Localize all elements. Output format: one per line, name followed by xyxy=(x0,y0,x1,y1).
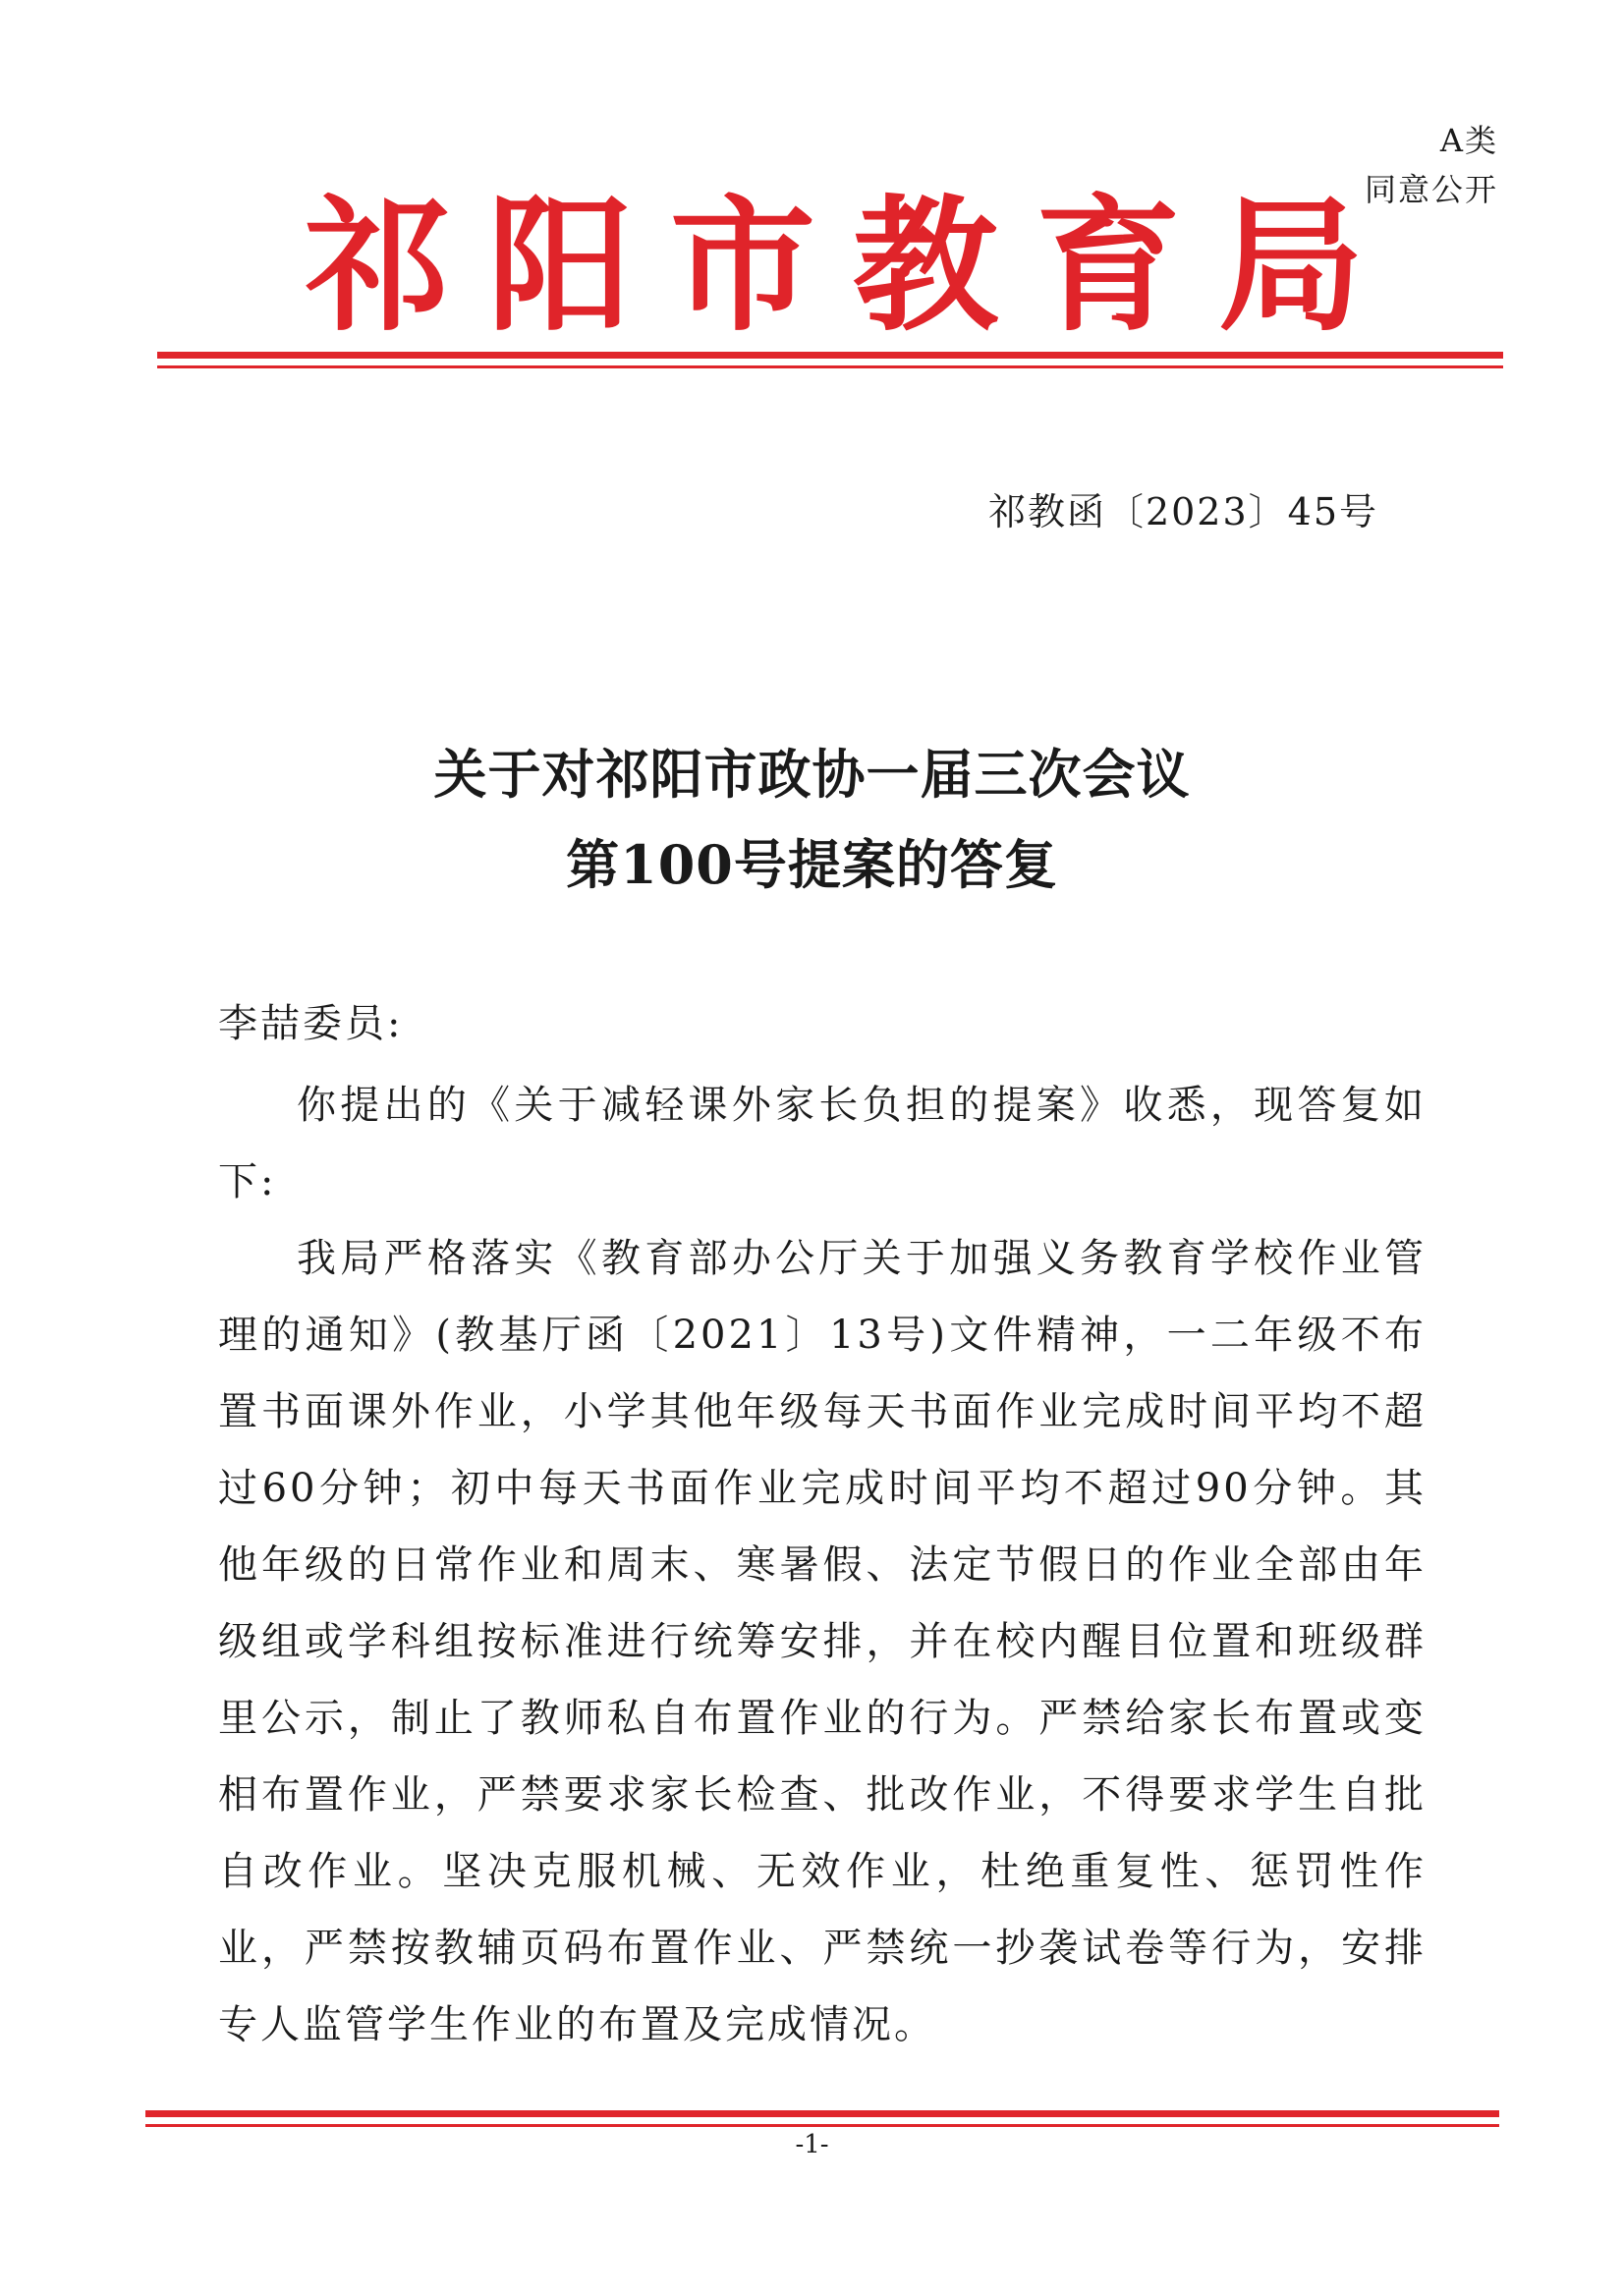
masthead-divider-thick xyxy=(157,352,1503,359)
document-title-line-2: 第100号提案的答复 xyxy=(566,833,1058,896)
document-title-line-1: 关于对祁阳市政协一届三次会议 xyxy=(433,743,1191,806)
body-paragraph: 我局严格落实《教育部办公厅关于加强义务教育学校作业管理的通知》(教基厅函〔2021〕13号)文件精神，一二年级不布置书面课外作业，小学其他年级每天书面作业完成时间平均不超过60分钟；初中每天书面作业完成时间平均不超过90分钟。其他年级的日常作业和周末、寒暑假、法定节假日的作业全部由年级组或学科组按标准进行统筹安排，并在校内醒目位置和班级群里公示，制止了教师私自布置作业的行为。严禁给家长布置或变相布置作业，严禁要求家长检查、批改作业，不得要求学生自批自改作业。坚决克服机械、无效作业，杜绝重复性、惩罚性作业，严禁按教辅页码布置作业、严禁统一抄袭试卷等行为，安排专人监管学生作业的布置及完成情况。 xyxy=(218,1236,1427,2047)
disclosure-label: 同意公开 xyxy=(1364,171,1498,208)
masthead-divider-thin xyxy=(157,365,1503,368)
footer-divider-thick xyxy=(145,2110,1499,2117)
issuer-masthead: 祁阳市教育局 xyxy=(305,180,1401,351)
category-label: A类 xyxy=(1439,122,1498,159)
document-number: 祁教函〔2023〕45号 xyxy=(987,490,1378,533)
footer-divider-thin xyxy=(145,2124,1499,2127)
page-number: -1- xyxy=(795,2130,829,2159)
salutation: 李喆委员: xyxy=(218,1001,404,1046)
body-paragraph: 你提出的《关于减轻课外家长负担的提案》收悉，现答复如下: xyxy=(218,1083,1427,1204)
